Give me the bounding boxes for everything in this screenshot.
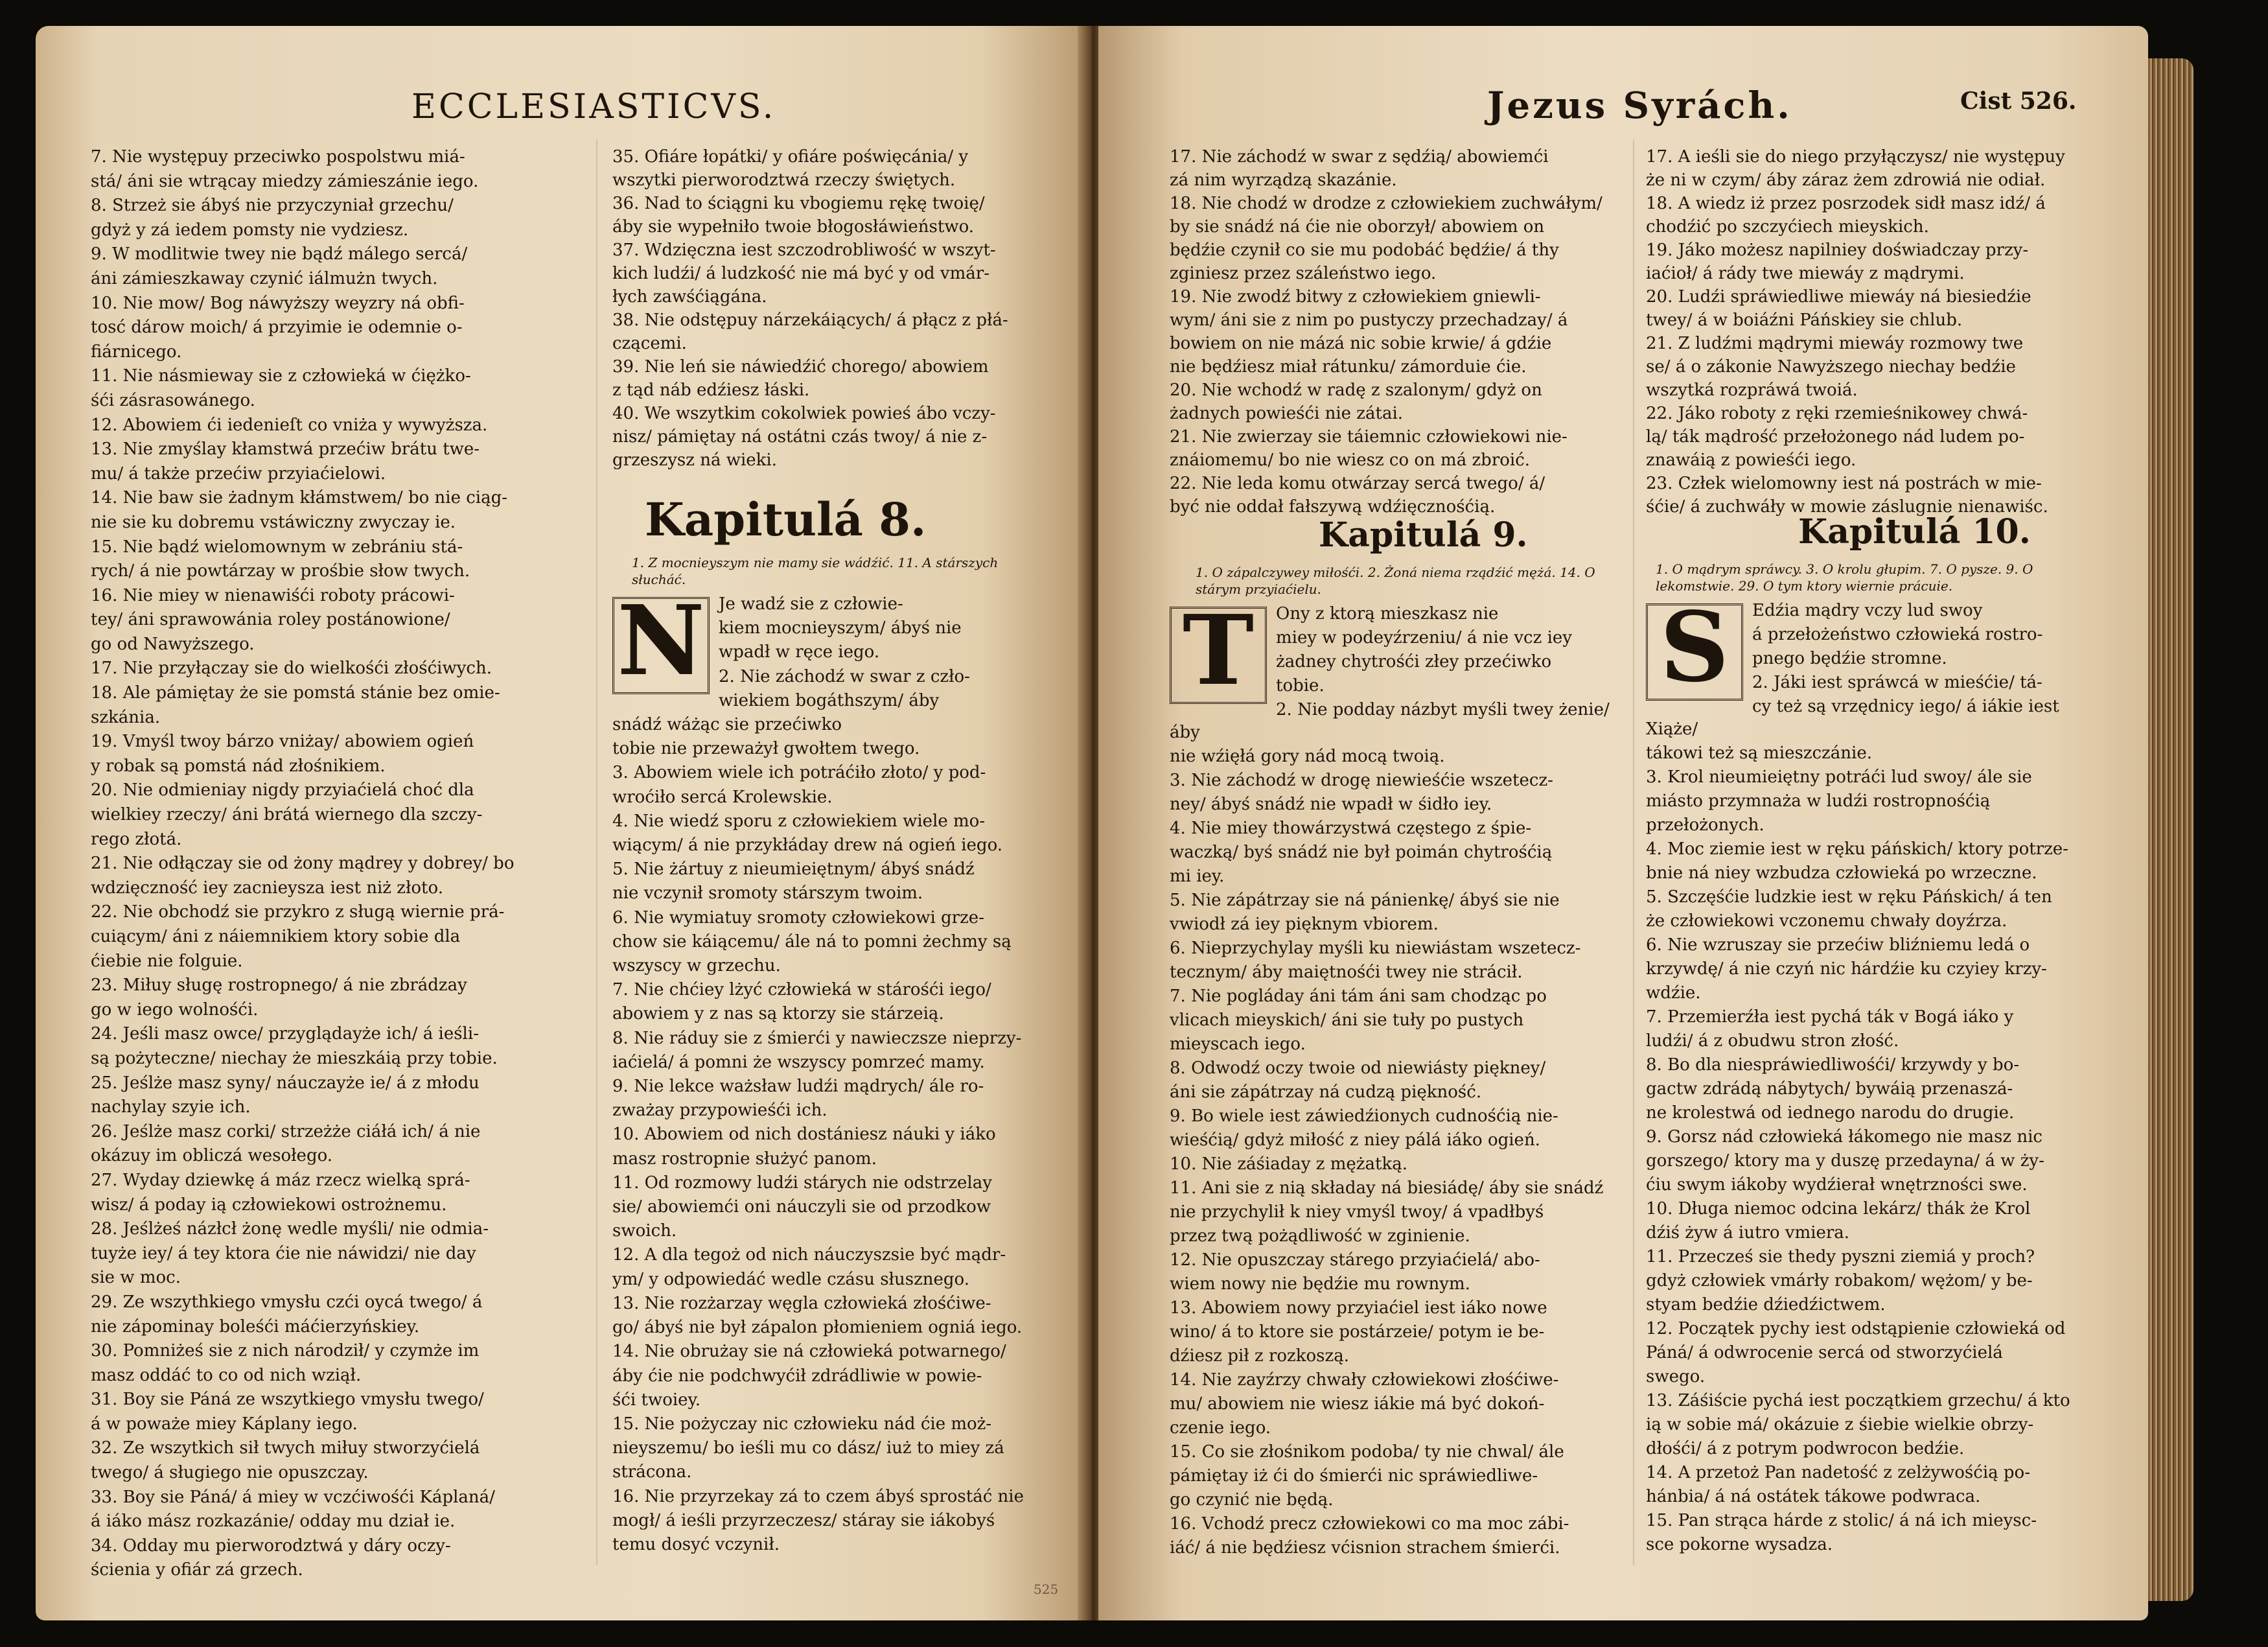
verse-line: 38. Nie odstępuy nárzekáiących/ á płącz z płá-: [612, 310, 1008, 330]
verse-line: wielkiey rzeczy/ áni brátá wiernego dla szczy-: [91, 805, 483, 825]
verse-line: ią w sobie má/ okázuie z śiebie wielkie obrzy-: [1646, 1415, 2034, 1434]
verse-line: wszytki pierworodztwá rzeczy świętych.: [612, 170, 956, 190]
verse-line: go w iego wolnośći.: [91, 999, 259, 1020]
verse-line: bnie ná niey wzbudza człowieká po wrzeczne.: [1646, 863, 2037, 883]
right-page: [1098, 26, 2148, 1620]
verse-line: 40. We wszytkim cokolwiek powieś ábo vczy-: [612, 404, 996, 423]
left-column-1: [91, 146, 583, 1583]
verse-line: nie sie ku dobremu vstáwiczny zwyczay ie.: [91, 512, 456, 532]
verse-line: wym/ áni sie z nim po pustyczy przechadzay/ á: [1170, 310, 1568, 330]
verse-line: tey/ áni sprawowánia roley postánowione/: [91, 610, 450, 630]
verse-line: żadney chytrośći złey przećiwko: [1276, 652, 1552, 672]
verse-line: 11. Nie násmieway sie z człowieká w ćiężko-: [91, 366, 471, 386]
verse-line: przełożonych.: [1646, 815, 1765, 835]
verse-line: tobie.: [1276, 676, 1325, 695]
verse-line: 6. Nie wymiatuy sromoty człowiekowi grze-: [612, 907, 984, 928]
verse-line: 28. Jeślżeś názłcł żonę wedle myśli/ nie odmia-: [91, 1219, 489, 1239]
verse-line: gactw zdrádą nábytych/ bywáią przenaszá-: [1646, 1079, 2013, 1099]
verse-line: y robak są pomstá nád złośnikiem.: [91, 756, 386, 776]
verse-line: 16. Nie przyrzekay zá to czem ábyś sprostáć nie: [612, 1486, 1024, 1506]
verse-line: zważay przypowieśći ich.: [612, 1101, 827, 1121]
verse-line: mogł/ á ieśli przyrzeczesz/ stáray sie iákobyś: [612, 1510, 995, 1530]
verse-line: pámiętay iż ći do śmierći nic spráwiedliwe-: [1170, 1466, 1538, 1486]
verse-line: Edźia mądry vczy lud swoy: [1752, 601, 1983, 620]
verse-line: 15. Nie pożyczay nic człowieku nád ćie moż-: [612, 1414, 992, 1434]
verse-line: 22. Nie obchodź sie przykro z sługą wiernie prá-: [91, 902, 505, 922]
verse-line: 11. Przecześ sie thedy pyszni ziemiá y proch?: [1646, 1247, 2035, 1267]
verse-line: 8. Nie ráduy sie z śmierći y nawieczsze nieprzy-: [612, 1028, 1022, 1048]
verse-line: rego złotá.: [91, 829, 182, 849]
open-book: [36, 26, 2193, 1620]
verse-line: 9. Bo wiele iest záwiedźionych cudnośćią nie-: [1170, 1106, 1558, 1126]
verse-line: 7. Przemierźła iest pychá ták v Bogá iáko y: [1646, 1007, 2014, 1027]
verse-line: mi iey.: [1170, 867, 1225, 886]
right-column-2-chapter: [1646, 590, 2112, 1558]
verse-line: chow sie káiącemu/ ále ná to pomni żechmy są: [612, 931, 1012, 952]
verse-line: tobie nie przeważył gwołtem twego.: [612, 739, 920, 759]
verse-line: 14. Nie obrużay sie ná człowieká potwarnego/: [612, 1342, 1006, 1362]
verse-line: tuyże iey/ á tey ktora ćie nie náwidzi/ nie day: [91, 1243, 476, 1263]
verse-line: 7. Nie występuy przeciwko pospolstwu miá-: [91, 147, 465, 167]
verse-line: 3. Abowiem wiele ich potráćiło złoto/ y pod-: [612, 763, 986, 783]
verse-line: 17. Nie záchodź w swar z sędźią/ abowiemći: [1170, 147, 1549, 167]
verse-line: áni sie zápátrzay ná cudzą piękność.: [1170, 1082, 1482, 1102]
verse-line: 36. Nad to ściągni ku vbogiemu rękę twoię/: [612, 194, 985, 213]
verse-line: kiem mocnieyszym/ ábyś nie: [719, 618, 962, 638]
verse-line: nie wźięłá gory nád mocą twoią.: [1170, 747, 1445, 766]
chapter-9-summary: 1. O zápalczywey miłośći. 2. Żoná niema rządźić mężá. 14. O stárym przyiaćielu.: [1196, 565, 1595, 597]
folio-number: 525: [1034, 1582, 1059, 1597]
verse-line: krzywdę/ á nie czyń nic hárdźie ku czyiey krzy-: [1646, 959, 2047, 979]
verse-line: 18. Ale pámiętay że sie pomstá stánie bez omie-: [91, 683, 500, 703]
verse-line: 9. Gorsz nád człowieká łákomego nie masz nic: [1646, 1127, 2042, 1147]
verse-line: gdyż y zá iedem pomsty nie vydziesz.: [91, 220, 409, 240]
verse-line: okázuy im obliczá wesołego.: [91, 1146, 333, 1166]
verse-line: temu dosyć vczynił.: [612, 1534, 780, 1554]
verse-line: 20. Nie wchodź w radę z szalonym/ gdyż on: [1170, 380, 1542, 400]
verse-line: sie/ abowiemći oni náuczyli sie od przodkow: [612, 1197, 991, 1217]
verse-line: 2. Jáki iest spráwcá w mieśćie/ tá-: [1752, 673, 2042, 692]
verse-line: 13. Abowiem nowy przyiaćiel iest iáko nowe: [1170, 1298, 1547, 1318]
verse-line: ludźi/ á z obudwu stron złość.: [1646, 1031, 1899, 1051]
verse-line: 4. Nie miey thowárzystwá częstego z śpie-: [1170, 819, 1532, 838]
verse-line: nie zápominay boleśći máćierzyńskiey.: [91, 1316, 420, 1337]
verse-line: nie przychylił k niey vmyśl twoy/ á vpadłbyś: [1170, 1202, 1544, 1222]
verse-line: czącemi.: [612, 334, 687, 353]
verse-line: go czynić nie będą.: [1170, 1490, 1334, 1510]
verse-line: grzeszysz ná wieki.: [612, 450, 777, 470]
verse-line: 29. Ze wszythkiego vmysłu czći oycá twego/ á: [91, 1292, 483, 1312]
verse-line: 8. Odwodź oczy twoie od niewiásty piękney/: [1170, 1058, 1546, 1078]
verse-line: nieyszemu/ bo ieśli mu co dász/ iuż to miey zá: [612, 1438, 1004, 1458]
verse-line: 4. Nie wiedź sporu z człowiekiem wiele mo-: [612, 811, 986, 831]
page-edges: [2148, 58, 2193, 1601]
verse-line: mieyscach iego.: [1170, 1034, 1306, 1054]
verse-line: mu/ á także przećiw przyiaćielowi.: [91, 463, 386, 484]
verse-line: 8. Bo dla niespráwiedliwośći/ krzywdy y bo-: [1646, 1055, 2020, 1075]
right-column-1-chapter: [1170, 594, 1623, 1561]
verse-line: 11. Ani sie z nią składay ná biesiádę/ áby sie snádź: [1170, 1178, 1604, 1198]
verse-line: 22. Jáko roboty z ręki rzemieśnikowey chwá-: [1646, 404, 2028, 423]
verse-line: 18. Nie chodź w drodze z człowiekiem zuchwáłym/: [1170, 194, 1603, 213]
verse-line: 14. Nie zayźrzy chwały człowiekowi złośćiwe-: [1170, 1370, 1559, 1390]
verse-line: wiekiem bogáthszym/ áby: [719, 690, 940, 710]
verse-line: swoich.: [612, 1221, 677, 1241]
chapter-10-title: Kapitulá 10.: [1798, 512, 2031, 552]
verse-line: 11. Od rozmowy ludźi stárych nie odstrzelay: [612, 1173, 992, 1193]
verse-line: że ni w czym/ áby záraz żem zdrowiá nie odiał.: [1646, 170, 2046, 190]
verse-line: masz oddáć to co od nich wziął.: [91, 1365, 362, 1385]
verse-line: 21. Z ludźmi mądrymi miewáy rozmowy twe: [1646, 334, 2024, 353]
verse-line: dłośći/ á z potrym podwrocon bedźie.: [1646, 1439, 1965, 1458]
drop-cap-t: T: [1170, 607, 1267, 704]
verse-line: 17. A ieśli sie do niego przyłączysz/ nie występuy: [1646, 147, 2065, 167]
verse-line: styam bedźie dźiedźictwem.: [1646, 1295, 1886, 1314]
verse-line: gdyż człowiek vmárły robakom/ wężom/ y be-: [1646, 1271, 2033, 1291]
verse-line: hánbia/ á ná ostátek tákowe podwraca.: [1646, 1487, 1981, 1506]
verse-line: szkánia.: [91, 707, 161, 727]
verse-line: 10. Nie mow/ Bog náwyższy weyzry ná obfi-: [91, 293, 465, 313]
verse-line: áby sie wypełniło twoie błogosłáwieństwo.: [612, 217, 975, 237]
verse-line: wiem nowy nie będźie mu rownym.: [1170, 1274, 1470, 1294]
verse-line: 14. Nie baw sie żadnym kłámstwem/ bo nie ciąg-: [91, 488, 508, 508]
verse-line: 13. Nie rozżarzay węgla człowieká złośćiwe-: [612, 1293, 991, 1313]
verse-line: przez twą pożądliwość w zginienie.: [1170, 1226, 1470, 1246]
chapter-8-title: Kapitulá 8.: [645, 493, 927, 546]
verse-line: ćiu swym iákoby wydźierał wnętrzności swe.: [1646, 1175, 2028, 1195]
left-column-2-top: [612, 146, 1059, 473]
verse-line: twego/ á sługiego nie opuszczay.: [91, 1463, 369, 1483]
verse-line: á przełożeństwo człowieká rostro-: [1752, 625, 2043, 644]
verse-line: 26. Jeślże masz corki/ strzeżże ciáłá ich/ á nie: [91, 1121, 481, 1141]
verse-line: 12. Abowiem ći iedenieſt co vniża y wywyższa.: [91, 415, 488, 435]
verse-line: wdźie.: [1646, 983, 1701, 1003]
verse-line: 7. Nie pogláday áni tám áni sam chodząc po: [1170, 987, 1547, 1006]
verse-line: swego.: [1646, 1367, 1706, 1386]
verse-line: masz rostropnie służyć panom.: [612, 1149, 877, 1169]
verse-line: cy też są vrzędnicy iego/ á iákie iest Xiąże/: [1646, 697, 2059, 739]
verse-line: 14. A przetoż Pan nadetość z zelżywośćią po-: [1646, 1463, 2030, 1482]
page-number: Cist 526.: [1960, 88, 2077, 115]
verse-line: łych zawśćiągána.: [612, 287, 767, 307]
drop-cap-n: N: [612, 597, 710, 694]
verse-line: 30. Pomniżeś sie z nich národził/ y czymże im: [91, 1341, 480, 1361]
verse-line: pnego będźie stromne.: [1752, 649, 1947, 668]
verse-line: 3. Krol nieumieiętny potráći lud swoy/ ále sie: [1646, 767, 2032, 787]
verse-line: 15. Pan strąca hárde z stolic/ á ná ich mieysc-: [1646, 1511, 2037, 1530]
verse-line: 22. Nie leda komu otwárzay sercá twego/ á/: [1170, 474, 1545, 493]
verse-line: fiárnicego.: [91, 342, 182, 362]
verse-line: żadnych powieśći nie zátai.: [1170, 404, 1404, 423]
verse-line: nie będźiesz miał rátunku/ zámorduie ćie.: [1170, 357, 1527, 377]
verse-line: 9. Nie lekce ważsław ludźi mądrych/ ále ro-: [612, 1077, 984, 1097]
verse-line: 24. Jeśli masz owce/ przyglądayże ich/ á ieśli-: [91, 1024, 479, 1044]
verse-line: snádź wáżąc sie przećiwko: [612, 715, 842, 735]
verse-line: iaćioł/ á rády twe miewáy z mądrymi.: [1646, 264, 1965, 283]
verse-line: 10. Długa niemoc odcina lekárz/ thák że Krol: [1646, 1199, 2031, 1219]
verse-line: 12. Początek pychy iest odstąpienie człowieká od: [1646, 1319, 2066, 1338]
verse-line: 34. Odday mu pierworodztwá y dáry oczy-: [91, 1536, 451, 1556]
verse-line: śći zásrasowánego.: [91, 390, 255, 410]
verse-line: 16. Nie miey w nienawiśći roboty prácowi-: [91, 585, 455, 605]
verse-line: 12. A dla tegoż od nich náuczyszsie być mądr-: [612, 1245, 1006, 1265]
verse-line: 25. Jeślże masz syny/ náuczayże ie/ á z młodu: [91, 1073, 480, 1093]
verse-line: 19. Vmyśl twoy bárzo vniżay/ abowiem ogień: [91, 732, 474, 752]
verse-line: 13. Záśiście pychá iest początkiem grzechu/ á kto: [1646, 1391, 2070, 1410]
verse-line: nachylay szyie ich.: [91, 1097, 251, 1117]
verse-line: nie vczynił sromoty stárszym twoim.: [612, 883, 923, 904]
verse-line: zginiesz przez száleństwo iego.: [1170, 264, 1437, 283]
verse-line: 20. Ludźi spráwiedliwe miewáy ná biesiedźie: [1646, 287, 2031, 307]
verse-line: 23. Miłuy sługę rostropnego/ á nie zbrádzay: [91, 975, 467, 996]
verse-line: z tąd náb edźiesz łáski.: [612, 380, 810, 400]
verse-line: 15. Nie bądź wielomownym w zebrániu stá-: [91, 537, 463, 557]
verse-line: 33. Boy sie Páná/ á miey w vczćiwośći Káplaná/: [91, 1487, 495, 1507]
verse-line: mu/ abowiem nie wiesz iákie má być dokoń-: [1170, 1394, 1545, 1414]
verse-line: 7. Nie chćiey lżyć człowieká w stárośći iego/: [612, 980, 991, 1000]
verse-line: 10. Nie záśiaday z mężatką.: [1170, 1154, 1407, 1174]
verse-line: go od Nawyższego.: [91, 634, 255, 654]
verse-line: miásto przymnaża w ludźi rostropnośćią: [1646, 791, 1991, 811]
verse-line: 27. Wyday dziewkę á máz rzecz wielką sprá-: [91, 1170, 470, 1190]
verse-line: 5. Nie zápátrzay sie ná pánienkę/ ábyś sie nie: [1170, 891, 1560, 910]
verse-line: 35. Ofiáre łopátki/ y ofiáre poświęcánia/ y: [612, 147, 969, 167]
verse-line: 19. Jáko możesz napilniey doświadczay przy-: [1646, 240, 2029, 260]
verse-line: 2. Nie záchodź w swar z czło-: [719, 666, 970, 686]
verse-line: ścienia y ofiár zá grzech.: [91, 1560, 303, 1580]
verse-line: czenie iego.: [1170, 1418, 1271, 1438]
running-head-right: Jezus Syrách.: [1487, 84, 1792, 127]
verse-line: Páná/ á odwrocenie sercá od stworzyćielá: [1646, 1343, 2003, 1362]
verse-line: 6. Nie wzruszay sie przećiw bliźniemu ledá o: [1646, 935, 2030, 955]
verse-line: 6. Nieprzychylay myśli ku niewiástam wszetecz-: [1170, 939, 1581, 958]
verse-line: Ony z ktorą mieszkasz nie: [1276, 604, 1499, 624]
verse-line: 23. Człek wielomowny iest ná postrách w mie-: [1646, 474, 2042, 493]
verse-line: 18. A wiedz iż przez posrzodek sidł masz idź/ á: [1646, 194, 2046, 213]
verse-line: ym/ y odpowiedáć wedle czásu słusznego.: [612, 1269, 970, 1289]
verse-line: lą/ ták mądrość przełożonego nád ludem po-: [1646, 427, 2025, 447]
verse-line: 31. Boy sie Páná ze wszytkiego vmysłu twego/: [91, 1390, 484, 1410]
verse-line: 19. Nie zwodź bitwy z człowiekiem gniewli-: [1170, 287, 1541, 307]
verse-line: stá/ áni sie wtrącay miedzy zámieszánie iego.: [91, 171, 479, 191]
verse-line: wino/ á to ktore sie postárzeie/ potym ie be-: [1170, 1322, 1545, 1342]
verse-line: są pożyteczne/ niechay że mieszkáią przy tobie.: [91, 1048, 498, 1068]
verse-line: wszytká rozpráwá twoiá.: [1646, 380, 1858, 400]
verse-line: áni zámieszkaway czynić iálmużn twych.: [91, 268, 438, 288]
verse-line: 8. Strzeż sie ábyś nie przyczyniał grzechu/: [91, 196, 454, 216]
running-head-left: ECCLESIASTICVS.: [411, 88, 776, 126]
verse-line: zá nim wyrządzą skazánie.: [1170, 170, 1397, 190]
verse-line: że człowiekowi vczonemu chwały doyźrza.: [1646, 911, 2008, 931]
verse-line: dźiś żyw á iutro vmiera.: [1646, 1223, 1850, 1243]
verse-line: strácona.: [612, 1462, 692, 1482]
verse-line: znawáią z powieśći iego.: [1646, 450, 1857, 470]
verse-line: tákowi też są mieszczánie.: [1646, 743, 1872, 763]
verse-line: 3. Nie záchodź w drogę niewieśćie wszetecz-: [1170, 771, 1553, 790]
verse-line: se/ á o zákonie Nawyższego niechay bedźie: [1646, 357, 2016, 377]
verse-line: 10. Abowiem od nich dostániesz náuki y iáko: [612, 1125, 996, 1145]
verse-line: vlicach mieyskich/ áni sie tuły po pustych: [1170, 1010, 1524, 1030]
verse-line: sce pokorne wysadza.: [1646, 1535, 1833, 1554]
chapter-8-summary: 1. Z mocnieyszym nie mamy sie wádźić. 11. A stárszych słucháć.: [632, 555, 999, 587]
verse-line: 4. Moc ziemie iest w ręku páńskich/ ktory potrze-: [1646, 839, 2068, 859]
verse-line: wpadł w ręce iego.: [719, 642, 880, 662]
verse-line: dźiesz pił z rozkoszą.: [1170, 1346, 1349, 1366]
verse-line: 13. Nie zmyślay kłamstwá przećiw brátu twe-: [91, 439, 480, 460]
verse-line: wszyscy w grzechu.: [612, 956, 781, 976]
chapter-9-title: Kapitulá 9.: [1319, 515, 1528, 555]
verse-line: wiącym/ á nie przykłáday drew ná ogień iego.: [612, 835, 1003, 856]
verse-line: 5. Nie żártuy z nieumieiętnym/ ábyś snádź: [612, 859, 975, 880]
verse-line: tecznym/ áby maiętnośći twey nie strácił.: [1170, 963, 1523, 982]
verse-line: ney/ ábyś snádź nie wpadł w śidło iey.: [1170, 795, 1492, 814]
verse-line: sie w moc.: [91, 1268, 181, 1288]
verse-line: wroćiło sercá Krolewskie.: [612, 787, 833, 807]
verse-line: 20. Nie odmieniay nigdy przyiaćielá choć dla: [91, 780, 474, 800]
verse-line: Je wadź sie z człowie-: [719, 594, 903, 614]
verse-line: wisz/ á poday ią człowiekowi ostrożnemu.: [91, 1195, 447, 1215]
verse-line: 21. Nie odłączay sie od żony mądrey y dobrey/ bo: [91, 854, 515, 874]
right-column-2-top: [1646, 146, 2112, 519]
verse-line: 15. Co sie złośnikom podoba/ ty nie chwal/ ále: [1170, 1442, 1564, 1462]
verse-line: by sie snádź ná ćie nie oborzył/ abowiem on: [1170, 217, 1545, 237]
verse-line: áby ćie nie podchwyćił zdrádliwie w powie-: [612, 1366, 982, 1386]
verse-line: tosć dárow moich/ á przyimie ie odemnie o-: [91, 318, 463, 338]
verse-line: 12. Nie opuszczay stárego przyiaćielá/ abo-: [1170, 1250, 1540, 1270]
verse-line: 5. Szczęśćie ludzkie iest w ręku Páńskich/ á ten: [1646, 887, 2052, 907]
verse-line: znáiomemu/ bo nie wiesz co on má zbroić.: [1170, 450, 1531, 470]
verse-line: á iáko mász rozkazánie/ odday mu dział ie.: [91, 1512, 456, 1532]
verse-line: abowiem y z nas są ktorzy sie stárzeią.: [612, 1004, 944, 1024]
verse-line: 2. Nie podday názbyt myśli twey żenie/ áby: [1170, 700, 1610, 742]
verse-line: 39. Nie leń sie náwiedźić chorego/ abowiem: [612, 357, 989, 377]
chapter-10-summary: 1. O mądrym spráwcy. 3. O krolu głupim. 7. O pysze. 9. O lekomstwie. 29. O tym ktory wiernie prácuie.: [1656, 561, 2033, 594]
verse-line: 32. Ze wszytkich sił twych miłuy stworzyćielá: [91, 1438, 480, 1458]
verse-line: być nie oddał fałszywą wdźięcznośćią.: [1170, 497, 1496, 517]
left-page: [36, 26, 1085, 1620]
verse-line: bowiem on nie mázá nic sobie krwie/ á gdźie: [1170, 334, 1552, 353]
verse-line: 16. Vchodź precz człowiekowi co ma moc zábi-: [1170, 1514, 1569, 1534]
verse-line: gorszego/ ktory ma y duszę przedayna/ á w ży-: [1646, 1151, 2044, 1171]
verse-line: wdzięczność iey zacnieysza iest niż złoto.: [91, 878, 443, 898]
verse-line: cuiącym/ áni z náiemnikiem ktory sobie dla: [91, 927, 461, 946]
verse-line: 21. Nie zwierzay sie táiemnic człowiekowi nie-: [1170, 427, 1568, 447]
verse-line: miey w podeyźrzeniu/ á nie vcz iey: [1276, 628, 1572, 648]
verse-line: ćiebie nie folguie.: [91, 951, 243, 971]
right-column-1-top: [1170, 146, 1623, 519]
verse-line: śćie/ á zuchwáły w mowie záslugnie nienawiśc.: [1646, 497, 2048, 517]
verse-line: będźie czynił co sie mu podobáć będźie/ á thy: [1170, 240, 1559, 260]
drop-cap-s: S: [1646, 603, 1743, 701]
left-column-2-chapter: [612, 584, 1059, 1558]
verse-line: chodźić po szczyćiech mieyskich.: [1646, 217, 1929, 237]
verse-line: iaćielá/ á pomni że wszyscy pomrzeć mamy.: [612, 1052, 985, 1072]
verse-line: go/ ábyś nie był zápalon płomieniem ogniá iego.: [612, 1318, 1023, 1338]
verse-line: 9. W modlitwie twey nie bądź málego sercá/: [91, 244, 468, 264]
verse-line: rych/ á nie powtárzay w prośbie słow twych.: [91, 561, 470, 581]
verse-line: wieśćią/ gdyż miłość z niey pálá iáko ogień.: [1170, 1130, 1540, 1150]
verse-line: 17. Nie przyłączay sie do wielkośći złośćiwych.: [91, 659, 492, 679]
verse-line: á w poważe miey Káplany iego.: [91, 1414, 358, 1434]
verse-line: twey/ á w boiáźni Páńskiey sie chlub.: [1646, 310, 1963, 330]
verse-line: kich ludźi/ á ludzkość nie má być y od vmár-: [612, 264, 989, 283]
verse-line: vwiodł zá iey pięknym vbiorem.: [1170, 915, 1439, 934]
verse-line: śći twoiey.: [612, 1390, 701, 1410]
verse-line: nisz/ pámiętay ná ostátni czás twoy/ á nie z-: [612, 427, 988, 447]
verse-line: waczką/ byś snádź nie był poimán chytrośćią: [1170, 843, 1553, 862]
verse-line: 37. Wdzięczna iest szczodrobliwość w wszyt-: [612, 240, 996, 260]
verse-line: iáć/ á nie będźiesz vćisnion strachem śmierći.: [1170, 1538, 1560, 1558]
verse-line: ne krolestwá od iednego narodu do drugie.: [1646, 1103, 2015, 1123]
